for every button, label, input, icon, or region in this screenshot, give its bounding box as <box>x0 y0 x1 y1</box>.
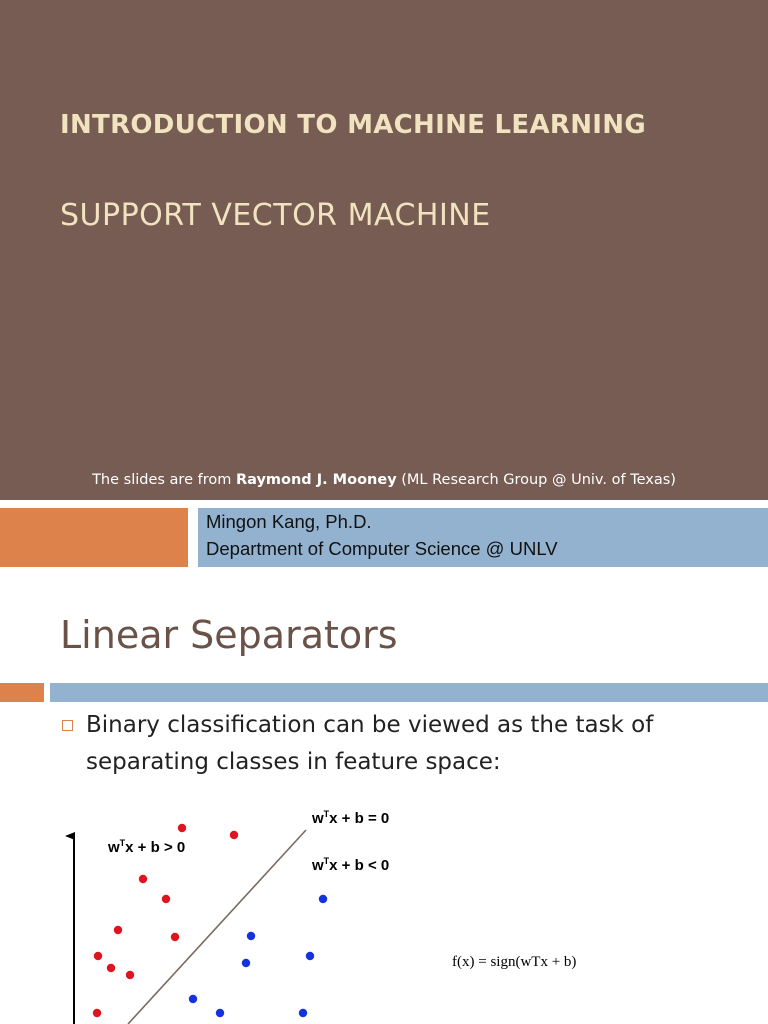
red-point-1 <box>230 831 238 839</box>
author-department: Department of Computer Science @ UNLV <box>206 538 558 559</box>
lecture-title: SUPPORT VECTOR MACHINE <box>60 198 491 233</box>
decision-function-equation: f(x) = sign(wTx + b) <box>452 954 577 970</box>
red-point-6 <box>94 952 102 960</box>
course-title: INTRODUCTION TO MACHINE LEARNING <box>60 110 646 140</box>
positive-side-equation: $w^Tx + b > 0$ <box>108 838 186 856</box>
accent-bar-orange-small <box>0 683 44 702</box>
blue-point-3 <box>242 959 250 967</box>
credit-line <box>0 472 768 488</box>
accent-bar-orange <box>0 508 188 567</box>
credit-prefix: The slides are from <box>92 472 236 488</box>
square-bullet-icon <box>62 720 73 731</box>
red-point-3 <box>162 895 170 903</box>
author-name: Mingon Kang, Ph.D. <box>206 511 372 532</box>
blue-point-2 <box>306 952 314 960</box>
bullet-text: Binary classification can be viewed as the task of separating classes in feature space: <box>86 712 654 775</box>
red-point-8 <box>126 971 134 979</box>
slide-title: Linear Separators <box>60 613 398 657</box>
title-slide <box>0 0 768 500</box>
linear-separator-diagram <box>0 790 768 1024</box>
credit-author: Raymond J. Mooney <box>235 472 397 488</box>
red-point-9 <box>93 1009 101 1017</box>
blue-point-0 <box>319 895 327 903</box>
red-point-2 <box>139 875 147 883</box>
decision-boundary-line <box>128 830 306 1024</box>
negative-side-equation: $w^Tx + b < 0$ <box>312 856 390 874</box>
blue-point-4 <box>189 995 197 1003</box>
blue-point-5 <box>216 1009 224 1017</box>
red-point-0 <box>178 824 186 832</box>
credit-suffix: (ML Research Group @ Univ. of Texas) <box>396 472 676 488</box>
red-point-7 <box>107 964 115 972</box>
red-point-4 <box>114 926 122 934</box>
accent-bar-blue <box>50 683 768 702</box>
red-point-5 <box>171 933 179 941</box>
blue-point-1 <box>247 932 255 940</box>
blue-point-6 <box>299 1009 307 1017</box>
boundary-equation: $w^Tx + b = 0$ <box>312 809 390 827</box>
